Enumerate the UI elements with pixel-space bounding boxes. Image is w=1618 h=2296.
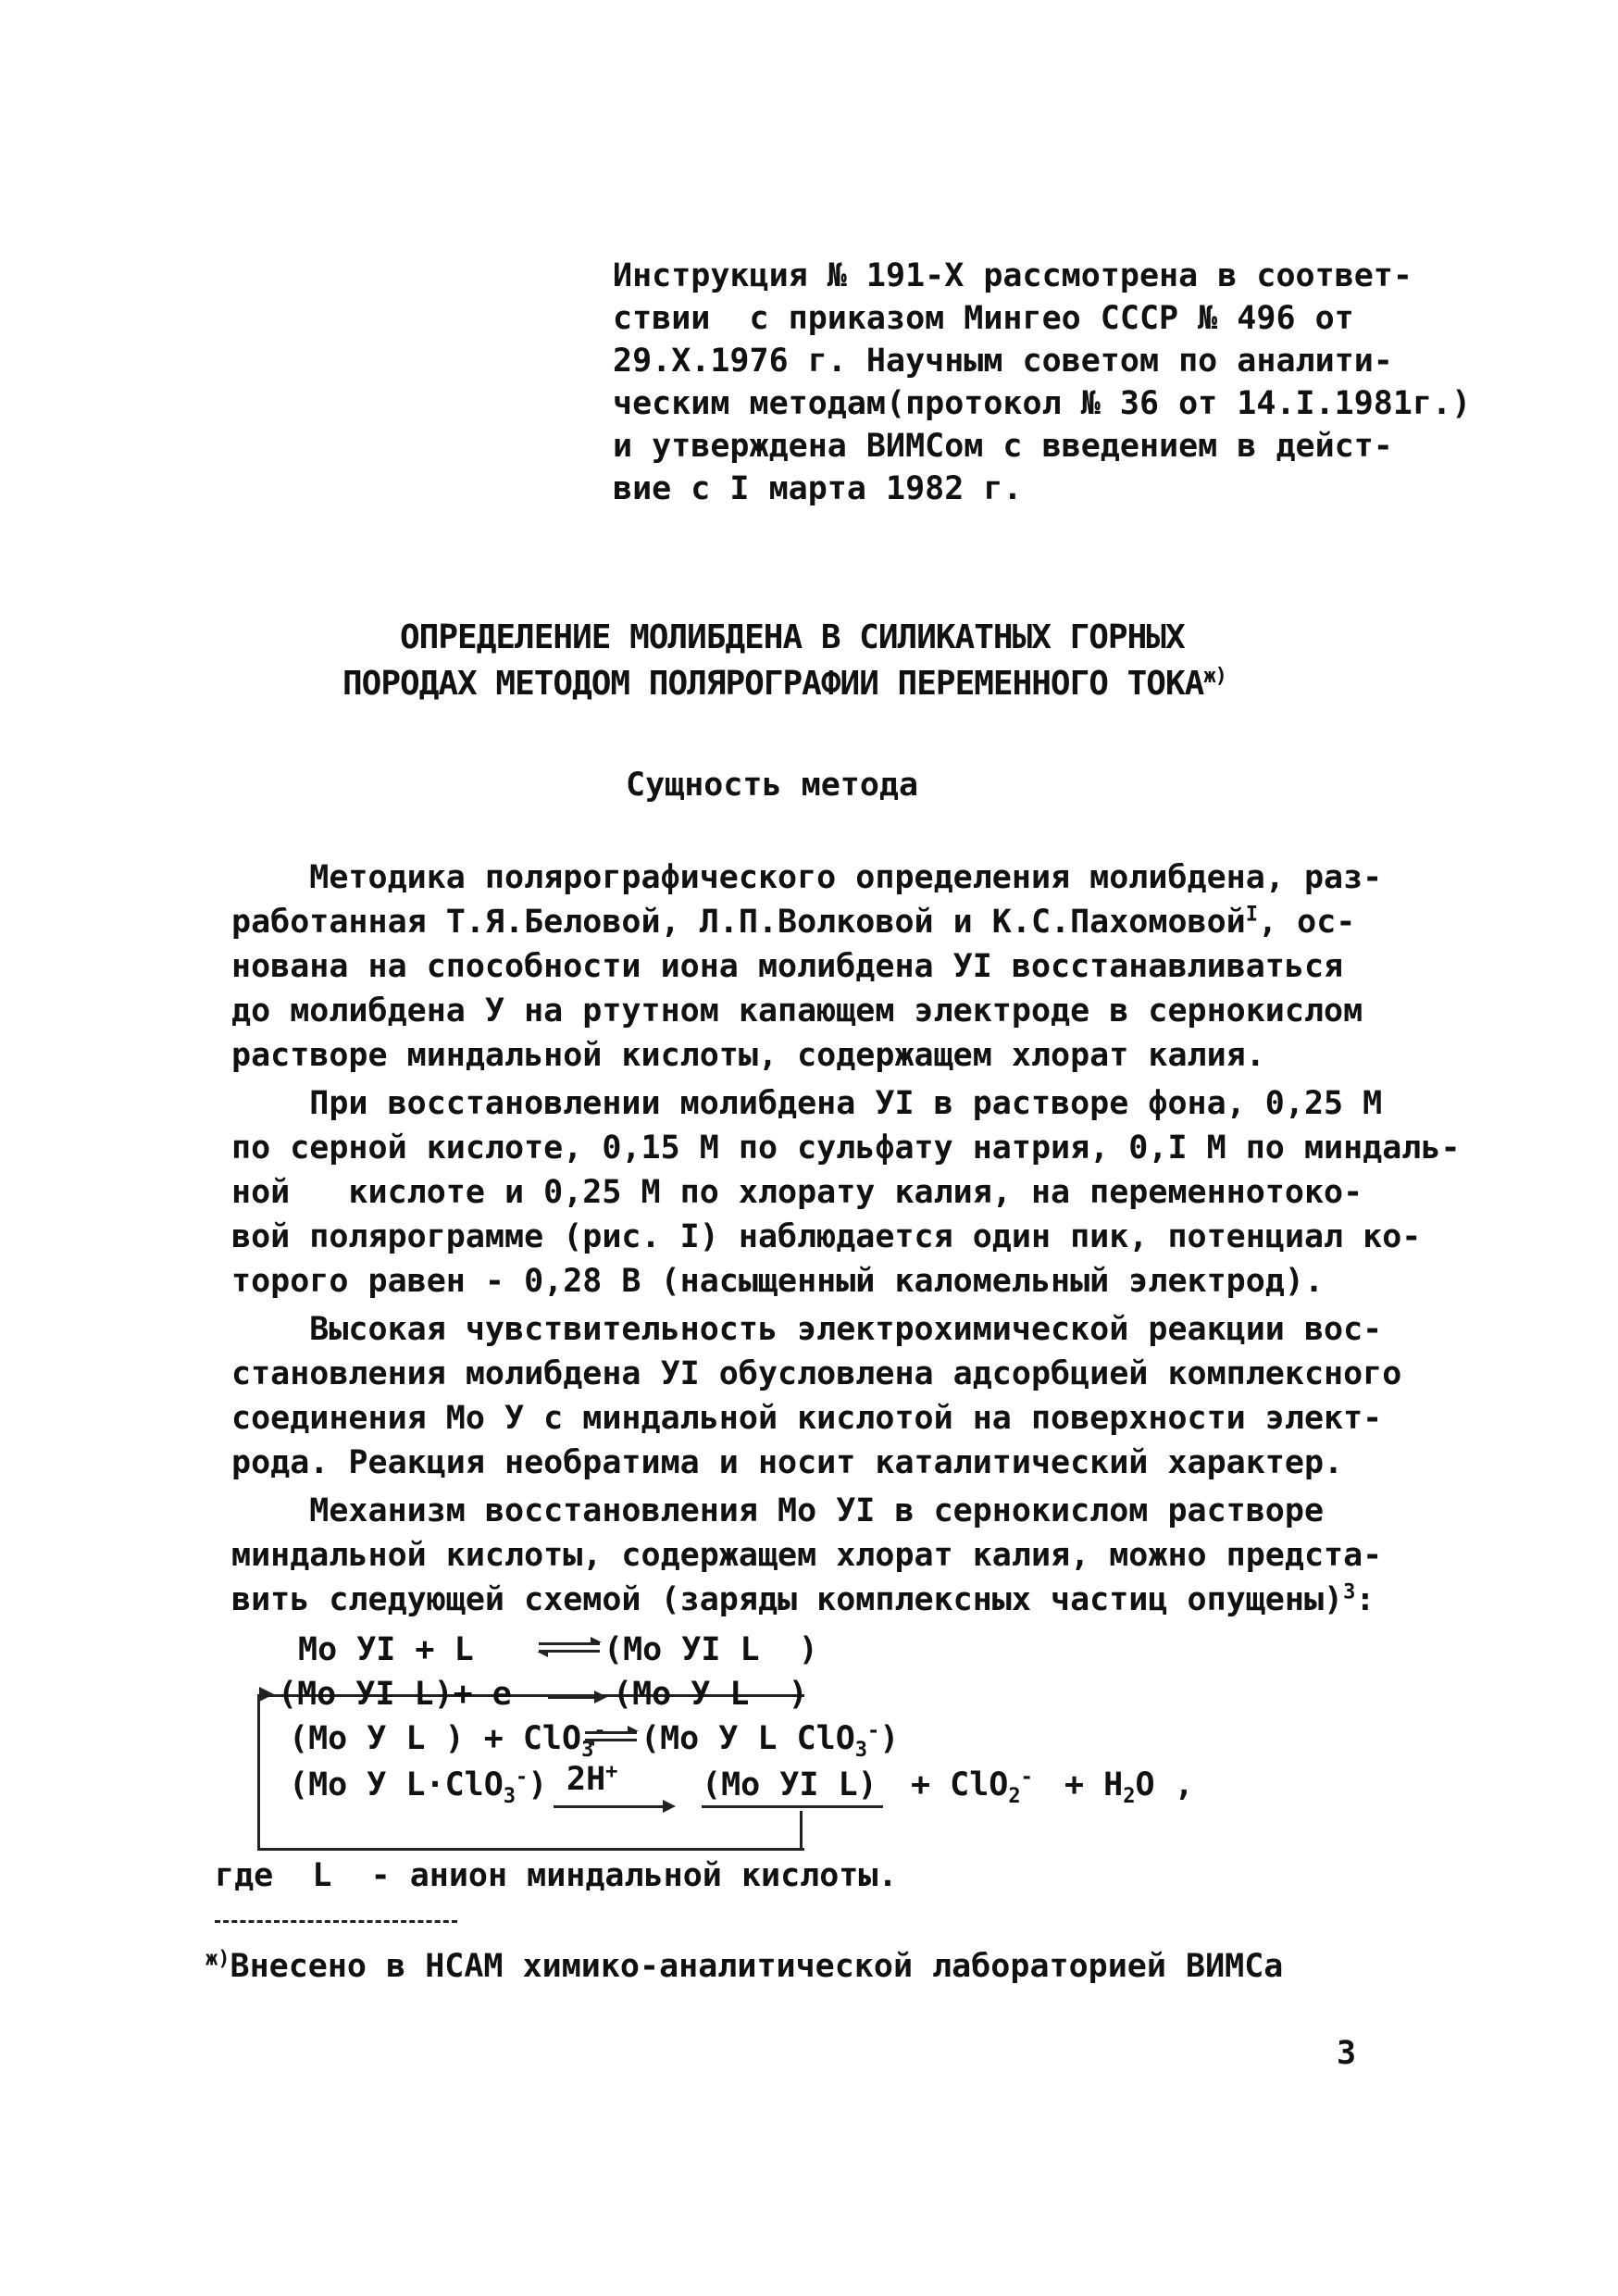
paragraph-line: При восстановлении молибдена УI в растворе фона, 0,25 М	[231, 1085, 1383, 1122]
legend-line: где L - анион миндальной кислоты.	[215, 1857, 898, 1894]
paragraph-line: по серной кислоте, 0,15 М по сульфату натрия, 0,I М по миндаль-	[231, 1129, 1461, 1167]
equilibrium-arrow	[585, 1729, 637, 1744]
paragraph-line: ной кислоте и 0,25 М по хлорату калия, на переменнотоко-	[231, 1174, 1363, 1211]
cycle-arrowhead	[259, 1687, 274, 1702]
paragraph-line: работанная Т.Я.Беловой, Л.П.Волковой и К.С.Пахомовой$^I$, ос-	[231, 903, 1356, 941]
paragraph-line: становления молибдена УI обусловлена адсорбцией комплексного	[231, 1355, 1402, 1392]
reference-mark: I	[1245, 903, 1258, 927]
paragraph-line: до молибдена У на ртутном капающем электроде в сернокислом	[231, 992, 1363, 1029]
footnote: $^{ж)}$Внесено в НСАМ химико-аналитической лабораторией ВИМСа	[205, 1947, 1284, 1985]
paragraph-line: Механизм восстановления Мо УI в сернокислом растворе	[231, 1492, 1325, 1529]
footnote-divider	[215, 1920, 457, 1923]
paragraph-line: рода. Реакция необратима и носит каталитический характер.	[231, 1444, 1344, 1481]
reagent-label: 2Н+	[566, 1760, 618, 1798]
scheme-row-4-water: + $Н_2О$ ,	[1064, 1766, 1194, 1808]
scheme-row-3-right: (Мо У L ClO$_3$-)	[641, 1719, 900, 1762]
page-number: 3	[1337, 2035, 1357, 2072]
title-footnote-mark: ж)	[1203, 665, 1226, 688]
approval-line: и утверждена ВИМСом с введением в дейст-	[613, 428, 1393, 465]
reaction-arrow	[554, 1805, 672, 1808]
paragraph-line: Высокая чувствительность электрохимической реакции вос-	[231, 1311, 1383, 1348]
footnote-mark: ж)	[205, 1947, 230, 1971]
scheme-row-3-left: (Мо У L ) + ClO$_3$-	[289, 1719, 606, 1762]
scheme-row-2-left: (Мо УI L)+ е	[278, 1676, 512, 1713]
approval-line: 29.X.1976 г. Научным советом по аналити-	[613, 343, 1393, 380]
paragraph-line: нована на способности иона молибдена УI восстанавливаться	[231, 948, 1344, 985]
reaction-arrow	[548, 1696, 604, 1699]
paragraph-line: Методика полярографического определения молибдена, раз-	[231, 859, 1383, 896]
paragraph-line: вой полярограмме (рис. I) наблюдается один пик, потенциал ко-	[231, 1218, 1422, 1255]
approval-line: Инструкция № 191-Х рассмотрена в соответ-	[613, 257, 1413, 294]
scheme-row-1-right: (Мо УI L )	[604, 1631, 818, 1668]
paragraph-line: торого равен - 0,28 В (насыщенный каломельный электрод).	[231, 1263, 1325, 1300]
reference-mark: 3	[1343, 1580, 1356, 1604]
scheme-row-2-right: (Мо У L )	[613, 1676, 808, 1713]
document-title-line-1: ОПРЕДЕЛЕНИЕ МОЛИБДЕНА В СИЛИКАТНЫХ ГОРНЫХ	[400, 618, 1185, 656]
section-heading: Сущность метода	[626, 767, 919, 804]
scheme-row-1-left: Мо УI + L	[298, 1631, 474, 1668]
approval-line: ствии с приказом Мингео СССР № 496 от	[613, 300, 1354, 337]
paragraph-line: миндальной кислоты, содержащем хлорат калия, можно предста-	[231, 1537, 1383, 1574]
scheme-row-4-left: (Мо У L·ClO$_3$-)	[289, 1766, 548, 1808]
equilibrium-arrow	[539, 1641, 600, 1655]
product-underline	[702, 1805, 883, 1808]
document-title-line-2: ПОРОДАХ МЕТОДОМ ПОЛЯРОГРАФИИ ПЕРЕМЕННОГО $ТОКА^{ж)}$	[342, 665, 1226, 703]
approval-line: вие с I марта 1982 г.	[613, 470, 1023, 507]
cycle-connector	[800, 1811, 803, 1848]
paragraph-line: соединения Мо У с миндальной кислотой на поверхности элект-	[231, 1400, 1383, 1437]
paragraph-line: растворе миндальной кислоты, содержащем хлорат калия.	[231, 1037, 1265, 1074]
scheme-row-4-product: (Мо УI L)	[702, 1766, 877, 1803]
approval-line: ческим методам(протокол № 36 от 14.I.1981г.)	[613, 385, 1472, 422]
paragraph-line: вить следующей схемой (заряды комплексных частиц опущены)$^3$:	[231, 1580, 1375, 1618]
scheme-row-4-byproduct: + ClO$_2$-	[911, 1766, 1033, 1808]
